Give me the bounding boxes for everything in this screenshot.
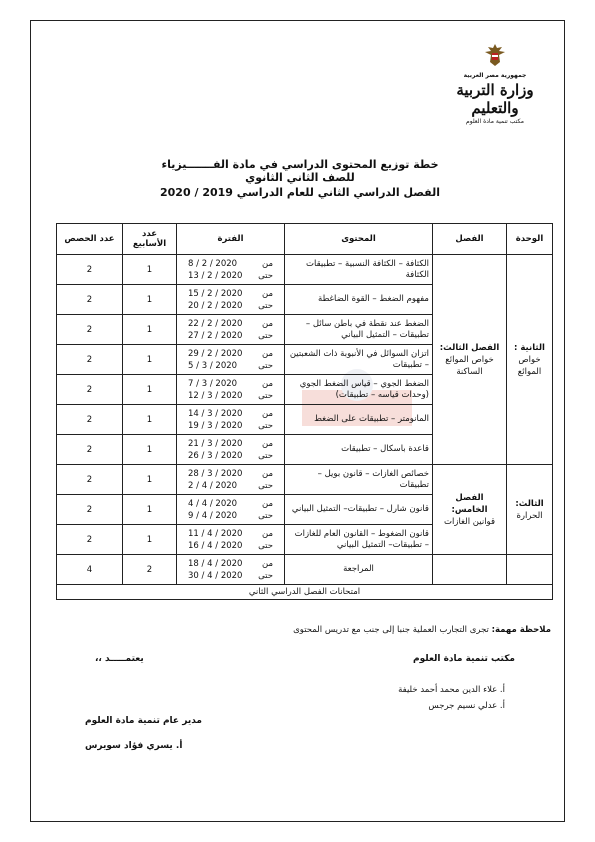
header-period: الفترة (177, 224, 285, 255)
office-label: مكتب تنمية مادة العلوم (466, 118, 524, 125)
from-date: 2020 / 2 / 29 (188, 348, 243, 359)
to-label: حتى (258, 510, 273, 521)
lessons-cell: 2 (57, 525, 123, 555)
header-lessons: عدد الحصص (57, 224, 123, 255)
content-cell: قاعدة باسكال – تطبيقات (285, 435, 433, 465)
empty-chapter-cell (433, 555, 507, 585)
period-cell (177, 555, 285, 585)
period-cell (177, 465, 285, 495)
to-label: حتى (258, 450, 273, 461)
from-label: من (261, 408, 273, 419)
to-label: حتى (258, 300, 273, 311)
weeks-cell: 1 (123, 435, 177, 465)
to-label: حتى (258, 360, 273, 371)
empty-unit-cell (507, 555, 553, 585)
content-cell: الضغط عند نقطة في باطن سائل – تطبيقات – التمثيل البياني (285, 315, 433, 345)
from-label: من (261, 498, 273, 509)
from-label: من (261, 528, 273, 539)
period-cell (177, 405, 285, 435)
weeks-cell: 1 (123, 285, 177, 315)
signatory-name-1: أ. علاء الدين محمد أحمد خليفة (398, 685, 505, 695)
content-cell: المانومتر – تطبيقات على الضغط (285, 405, 433, 435)
from-label: من (261, 378, 273, 389)
republic-label: جمهورية مصر العربية (463, 72, 527, 79)
unit-sub: الحرارة (516, 510, 543, 521)
header-chapter: الفصل (433, 224, 507, 255)
signatory-name-2: أ. عدلي نسيم جرجس (428, 701, 505, 711)
content-cell: قانون شارل – تطبيقات– التمثيل البياني (285, 495, 433, 525)
unit-label: الثالث: (515, 498, 544, 509)
weeks-cell: 1 (123, 405, 177, 435)
note-text: تجرى التجارب العملية جنبا إلى جنب مع تدريس المحتوى (293, 625, 489, 635)
lessons-cell: 2 (57, 495, 123, 525)
to-label: حتى (258, 270, 273, 281)
to-label: حتى (258, 570, 273, 581)
note-label: ملاحظة مهمة: (491, 625, 551, 635)
ministry-name: وزارة التربية والتعليم (456, 81, 534, 117)
period-cell (177, 375, 285, 405)
lessons-cell: 2 (57, 285, 123, 315)
weeks-cell: 1 (123, 255, 177, 285)
chapter-sub: خواص الموائع الساكنة (445, 354, 494, 377)
period-cell (177, 315, 285, 345)
to-date: 2020 / 2 / 20 (188, 300, 243, 311)
lessons-cell: 2 (57, 375, 123, 405)
from-label: من (261, 558, 273, 569)
table-row (57, 255, 553, 285)
from-date: 2020 / 2 / 8 (188, 258, 238, 269)
weeks-cell: 2 (123, 555, 177, 585)
period-cell (177, 495, 285, 525)
table-header-row (57, 224, 553, 255)
eagle-emblem-icon (482, 42, 508, 68)
table-row (57, 465, 553, 495)
weeks-cell: 1 (123, 465, 177, 495)
unit-cell (507, 255, 553, 465)
to-date: 2020 / 4 / 30 (188, 570, 243, 581)
to-label: حتى (258, 390, 273, 401)
ministry-logo (435, 42, 555, 132)
lessons-cell: 2 (57, 435, 123, 465)
director-title: مدير عام تنمية مادة العلوم (85, 716, 202, 726)
to-date: 2020 / 4 / 9 (188, 510, 238, 521)
weeks-cell: 1 (123, 345, 177, 375)
unit-label: الثانية : (514, 342, 545, 353)
to-date: 2020 / 3 / 12 (188, 390, 243, 401)
header-content: المحتوى (285, 224, 433, 255)
office-signature-title: مكتب تنمية مادة العلوم (413, 654, 515, 664)
lessons-cell: 2 (57, 315, 123, 345)
from-label: من (261, 348, 273, 359)
director-name: أ. يسري فؤاد سويرس (85, 741, 183, 751)
from-label: من (261, 468, 273, 479)
chapter-label: الفصل الثالث: (439, 342, 500, 353)
from-date: 2020 / 4 / 4 (188, 498, 238, 509)
to-date: 2020 / 3 / 5 (188, 360, 238, 371)
chapter-cell (433, 465, 507, 555)
from-date: 2020 / 3 / 14 (188, 408, 243, 419)
period-cell (177, 255, 285, 285)
to-date: 2020 / 2 / 27 (188, 330, 243, 341)
content-cell: مفهوم الضغط – القوة الضاغطة (285, 285, 433, 315)
lessons-cell: 2 (57, 405, 123, 435)
from-label: من (261, 288, 273, 299)
content-cell: المراجعة (285, 555, 433, 585)
weeks-cell: 1 (123, 525, 177, 555)
lessons-cell: 2 (57, 345, 123, 375)
chapter-cell (433, 255, 507, 465)
from-label: من (261, 318, 273, 329)
content-cell: قانون الضغوط – القانون العام للغازات – تطبيقات– التمثيل البياني (285, 525, 433, 555)
to-date: 2020 / 3 / 26 (188, 450, 243, 461)
period-cell (177, 285, 285, 315)
from-date: 2020 / 2 / 15 (188, 288, 243, 299)
header-unit: الوحدة (507, 224, 553, 255)
period-cell (177, 435, 285, 465)
content-cell: الضغط الجوي – قياس الضغط الجوي (وحدات قياسه – تطبيقات) (285, 375, 433, 405)
period-cell (177, 345, 285, 375)
content-cell: خصائص الغازات – قانون بويل – تطبيقات (285, 465, 433, 495)
from-date: 2020 / 3 / 7 (188, 378, 238, 389)
exam-cell: امتحانات الفصل الدراسي الثاني (57, 585, 553, 600)
from-date: 2020 / 3 / 21 (188, 438, 243, 449)
weeks-cell: 1 (123, 495, 177, 525)
from-date: 2020 / 3 / 28 (188, 468, 243, 479)
weeks-cell: 1 (123, 375, 177, 405)
important-note (293, 625, 551, 635)
document-title: خطة توزيع المحتوى الدراسي في مادة الفـــــــيزياء للصف الثاني الثانوي (161, 158, 439, 184)
content-distribution-table (56, 223, 553, 600)
document-subtitle: الفصل الدراسي الثاني للعام الدراسي 2019 / 2020 (160, 186, 440, 199)
to-label: حتى (258, 330, 273, 341)
header-weeks: عدد الأسابيع (123, 224, 177, 255)
approved-label: يعتمـــــد ،، (95, 654, 144, 664)
from-date: 2020 / 4 / 18 (188, 558, 243, 569)
lessons-cell: 2 (57, 255, 123, 285)
to-date: 2020 / 4 / 16 (188, 540, 243, 551)
chapter-sub: قوانين الغازات (443, 516, 496, 527)
lessons-cell: 2 (57, 465, 123, 495)
to-label: حتى (258, 420, 273, 431)
unit-sub: خواص الموائع (517, 354, 542, 377)
content-cell: اتزان السوائل في الأنبوبة ذات الشعبتين – تطبيقات (285, 345, 433, 375)
to-label: حتى (258, 480, 273, 491)
lessons-cell: 4 (57, 555, 123, 585)
exam-row (57, 585, 553, 600)
weeks-cell: 1 (123, 315, 177, 345)
to-label: حتى (258, 540, 273, 551)
to-date: 2020 / 3 / 19 (188, 420, 243, 431)
to-date: 2020 / 2 / 13 (188, 270, 243, 281)
unit-cell (507, 465, 553, 555)
from-label: من (261, 438, 273, 449)
from-label: من (261, 258, 273, 269)
from-date: 2020 / 2 / 22 (188, 318, 243, 329)
content-cell: الكثافة – الكثافة النسبية – تطبيقات الكثافة (285, 255, 433, 285)
chapter-label: الفصل الخامس: (451, 492, 488, 515)
table-row (57, 555, 553, 585)
to-date: 2020 / 4 / 2 (188, 480, 238, 491)
from-date: 2020 / 4 / 11 (188, 528, 243, 539)
period-cell (177, 525, 285, 555)
